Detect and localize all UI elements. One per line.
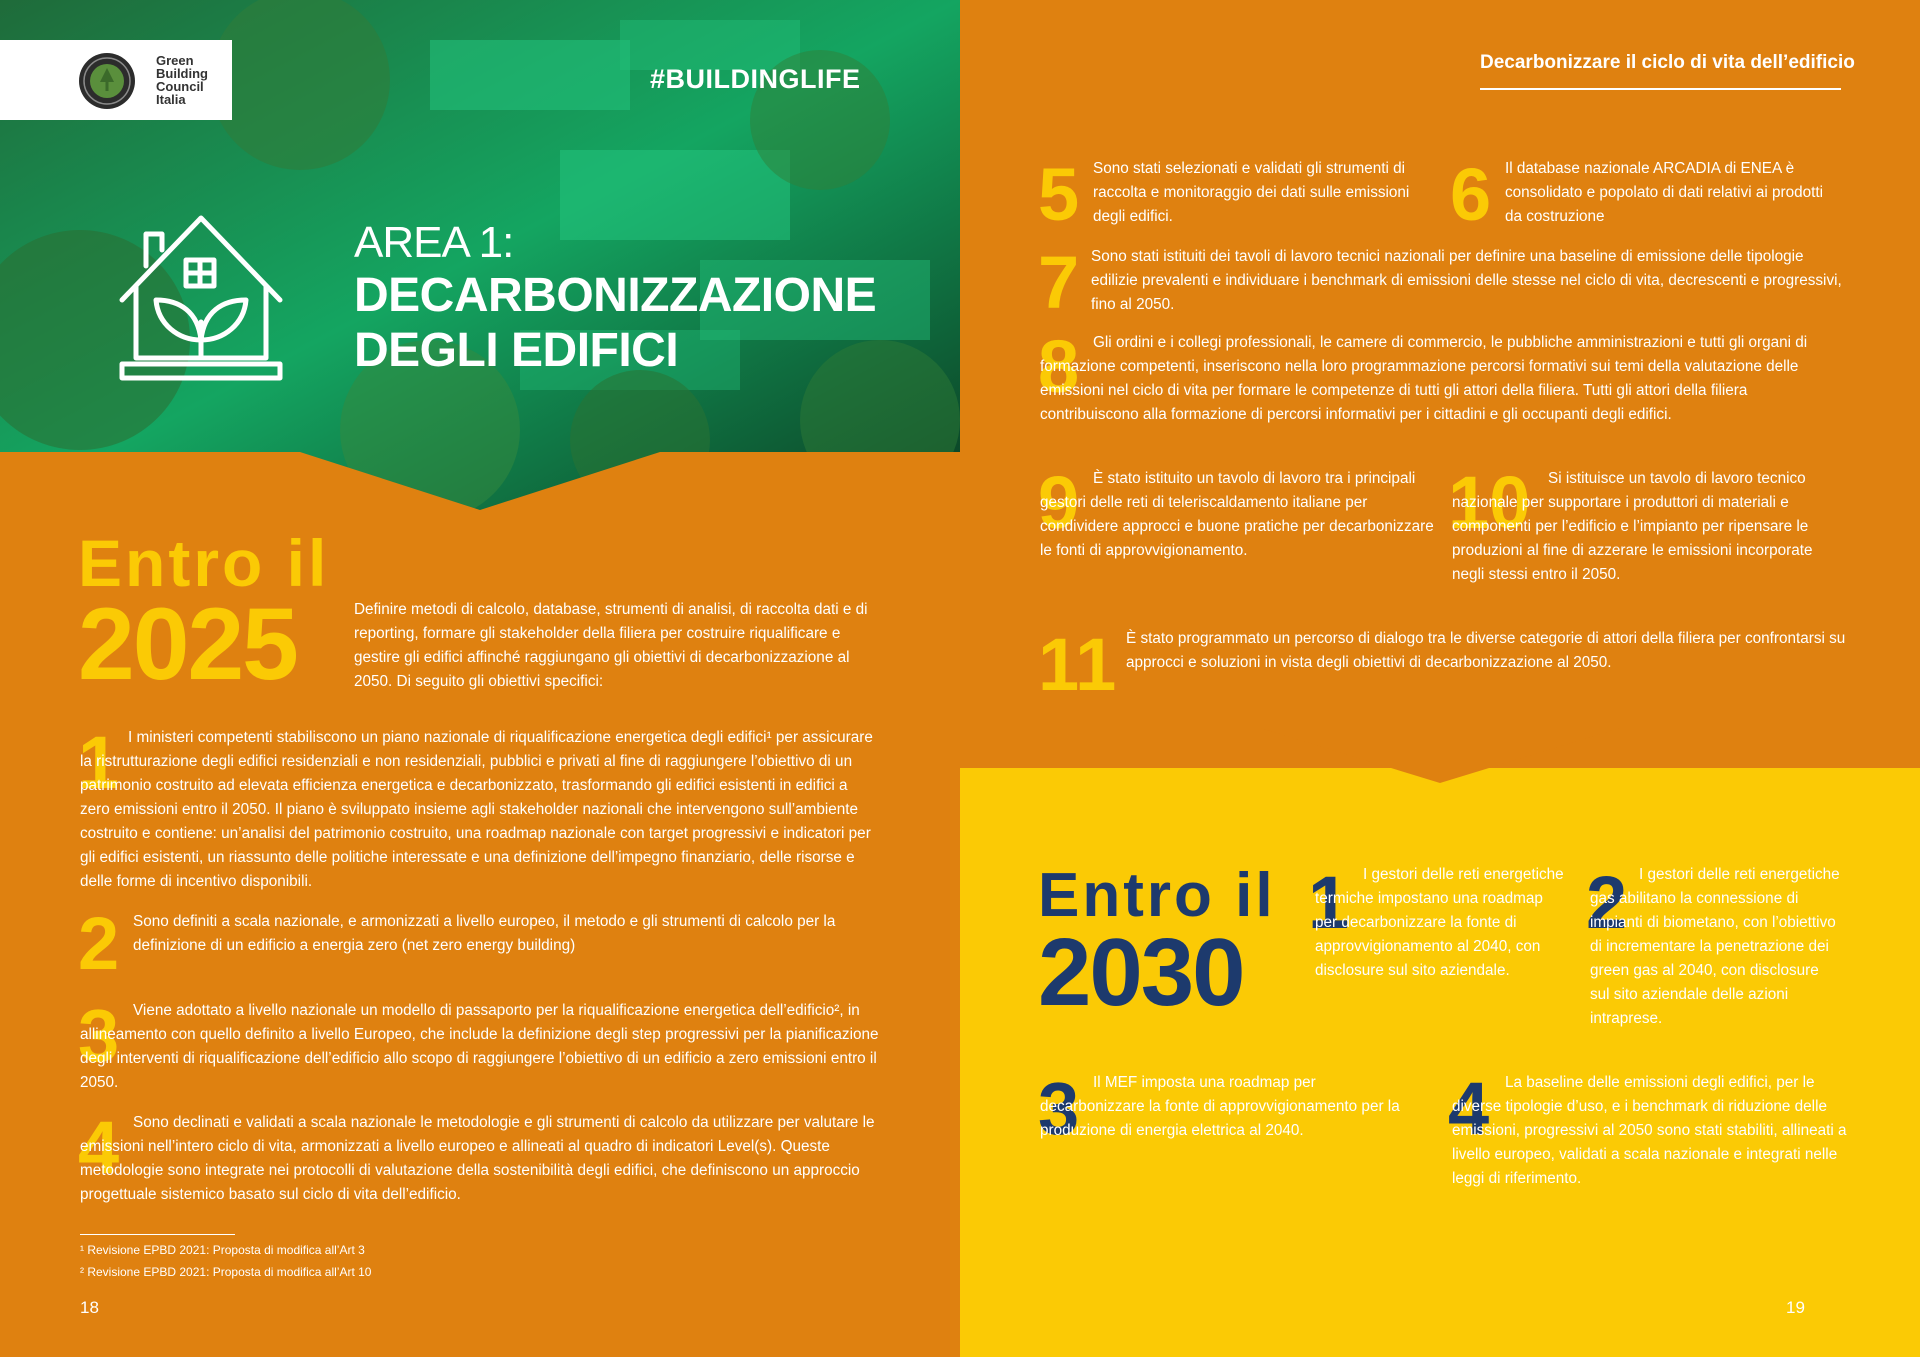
objective-number: 7 — [1038, 241, 1080, 324]
objective-number: 10 — [1448, 461, 1531, 544]
objective-text: I gestori delle reti energetiche termiche impostano una roadmap per decarbonizzare la fonte di approvvigionamento al 2040, con disclosure sul sito aziendale. — [1315, 866, 1564, 979]
objective-text: La baseline delle emissioni degli edifici, per le diverse tipologie d’uso, e i benchmark di riduzione delle emissioni, progressivi al 2050 sono stati stabiliti, allineati a livello europeo, validati a scala nazionale e integrati nelle leggi di riferimento. — [1452, 1074, 1847, 1187]
objective-text: Sono stati istituiti dei tavoli di lavoro tecnici nazionali per definire una baseline di emissione delle tipologie edilizie prevalenti e individuare i benchmark di emissioni delle stesse nel ciclo di vita, decrescenti e progressivi, fino al 2050. — [1091, 248, 1842, 313]
objective-text: È stato istituito un tavolo di lavoro tra i principali gestori delle reti di teleriscaldamento italiane per condividere approcci e buone pratiche per decarbonizzare le fonti di approvvigionamento. — [1040, 470, 1434, 559]
objective-text: I gestori delle reti energetiche gas abilitano la connessione di impianti di biometano, con l’obiettivo di incrementare la penetrazione dei green gas al 2040, con disclosure sul sito aziendale delle azioni intraprese. — [1590, 866, 1840, 1027]
hashtag: #BUILDINGLIFE — [650, 64, 861, 94]
target-year: 2030 — [1038, 919, 1244, 1026]
objective-text: I ministeri competenti stabiliscono un piano nazionale di riqualificazione energetica degli edifici¹ per assicurare la ristrutturazione degli edifici residenziali e non residenziali, pubblici e privati al fine di raggiungere l’obiettivo di un patrimonio costruito ad elevata efficienza energetica e decarbonizzato, trasformando gli edifici esistenti in edifici a zero emissioni entro il 2050. Il piano è sviluppato insieme agli stakeholder nazionali che intervengono sull’ambiente costruito e contiene: un’analisi del patrimonio costruito, una roadmap nazionale con target progressivi e indicatori per gli edifici esistenti, un riassunto delle politiche interessate e una definizione dell’impegno finanziario, delle risorse e delle forme di incentivo disponibili. — [80, 729, 873, 890]
objective-number: 4 — [1448, 1067, 1490, 1150]
objective-number: 2 — [78, 902, 120, 985]
right-page — [960, 0, 1920, 1357]
objective-number: 4 — [78, 1106, 120, 1189]
page-number: 19 — [1786, 1298, 1805, 1317]
objective-text: Il database nazionale ARCADIA di ENEA è consolidato e popolato di dati relativi ai prodotti da costruzione — [1505, 160, 1824, 225]
target-label: Entro il — [1038, 861, 1276, 930]
objective-text: Gli ordini e i collegi professionali, le camere di commercio, le pubbliche amministrazioni e tutti gli organi di formazione competenti, inseriscono nella loro programmazione percorsi formativi sui temi della valutazione delle emissioni nel ciclo di vita per formare le competenze di tutti gli attori della filiera. Tutti gli attori della filiera contribuiscono alla formazione di percorsi informativi per i cittadini e gli occupanti degli edifici. — [1040, 334, 1808, 423]
objective-number: 11 — [1038, 623, 1117, 706]
footnote-1: ¹ Revisione EPBD 2021: Proposta di modifica all’Art 3 — [80, 1243, 365, 1257]
objective-number: 5 — [1038, 153, 1080, 236]
objective-text: Il MEF imposta una roadmap per decarbonizzare la fonte di approvvigionamento per la produzione di energia elettrica al 2040. — [1040, 1074, 1400, 1139]
objective-number: 3 — [78, 994, 120, 1077]
objective-number: 9 — [1038, 461, 1080, 544]
objective-number: 8 — [1038, 325, 1080, 408]
objective-number: 6 — [1450, 153, 1492, 236]
objective-number: 3 — [1038, 1067, 1080, 1150]
objective-text: Viene adottato a livello nazionale un modello di passaporto per la riqualificazione energetica dell’edificio², in allineamento con quello definito a livello Europeo, che include la definizione degli step progressivi per la pianificazione degli interventi di riqualificazione dell’edificio allo scopo di raggiungere l’obiettivo di un edificio a zero emissioni entro il 2050. — [80, 1002, 879, 1091]
objective-number: 1 — [1308, 861, 1350, 944]
running-head: Decarbonizzare il ciclo di vita dell’edificio — [1480, 52, 1855, 73]
footnote-2: ² Revisione EPBD 2021: Proposta di modifica all’Art 10 — [80, 1265, 372, 1279]
target-year: 2025 — [78, 587, 297, 701]
house-plant-icon — [118, 212, 284, 382]
area-label: AREA 1: — [354, 218, 514, 267]
running-head-rule — [1480, 88, 1841, 90]
yellow-band — [960, 768, 1920, 1357]
gbc-logo-text: Green Building Council Italia — [156, 53, 208, 107]
gbc-seal-icon — [78, 52, 136, 110]
objective-text: Sono declinati e validati a scala nazionale le metodologie e gli strumenti di calcolo da utilizzare per valutare le emissioni nell’intero ciclo di vita, armonizzati a livello europeo e allineati al quadro di indicatori Level(s). Queste metodologie sono integrate nei protocolli di valutazione della sostenibilità degli edifici, che definiscono un approccio progettuale sistemico basato sul ciclo di vita dell’edificio. — [80, 1114, 875, 1203]
footnote-rule — [80, 1234, 235, 1235]
objective-number: 1 — [78, 721, 120, 804]
hero-image — [0, 0, 960, 510]
page-number: 18 — [80, 1298, 99, 1317]
target-label: Entro il — [78, 526, 330, 600]
intro-paragraph: Definire metodi di calcolo, database, strumenti di analisi, di raccolta dati e di reporting, formare gli stakeholder della filiera per costruire riqualificare e gestire gli edifici affinché raggiungano gli obiettivi di decarbonizzazione al 2050. Di seguito gli obiettivi specifici: — [354, 601, 868, 690]
objective-text: È stato programmato un percorso di dialogo tra le diverse categorie di attori della filiera per confrontarsi su approcci e soluzioni in vista degli obiettivi di decarbonizzazione al 2050. — [1126, 630, 1846, 671]
area-title: DECARBONIZZAZIONE DEGLI EDIFICI — [354, 269, 877, 377]
objective-text: Si istituisce un tavolo di lavoro tecnico nazionale per supportare i produttori di materiali e componenti per l’edificio e l’impianto per ripensare le produzioni al fine di azzerare le emissioni incorporate negli stessi entro il 2050. — [1452, 470, 1813, 583]
objective-text: Sono stati selezionati e validati gli strumenti di raccolta e monitoraggio dei dati sulle emissioni degli edifici. — [1093, 160, 1410, 225]
objective-text: Sono definiti a scala nazionale, e armonizzati a livello europeo, il metodo e gli strumenti di calcolo per la definizione di un edificio a energia zero (net zero energy building) — [133, 913, 836, 954]
objective-number: 2 — [1586, 861, 1628, 944]
